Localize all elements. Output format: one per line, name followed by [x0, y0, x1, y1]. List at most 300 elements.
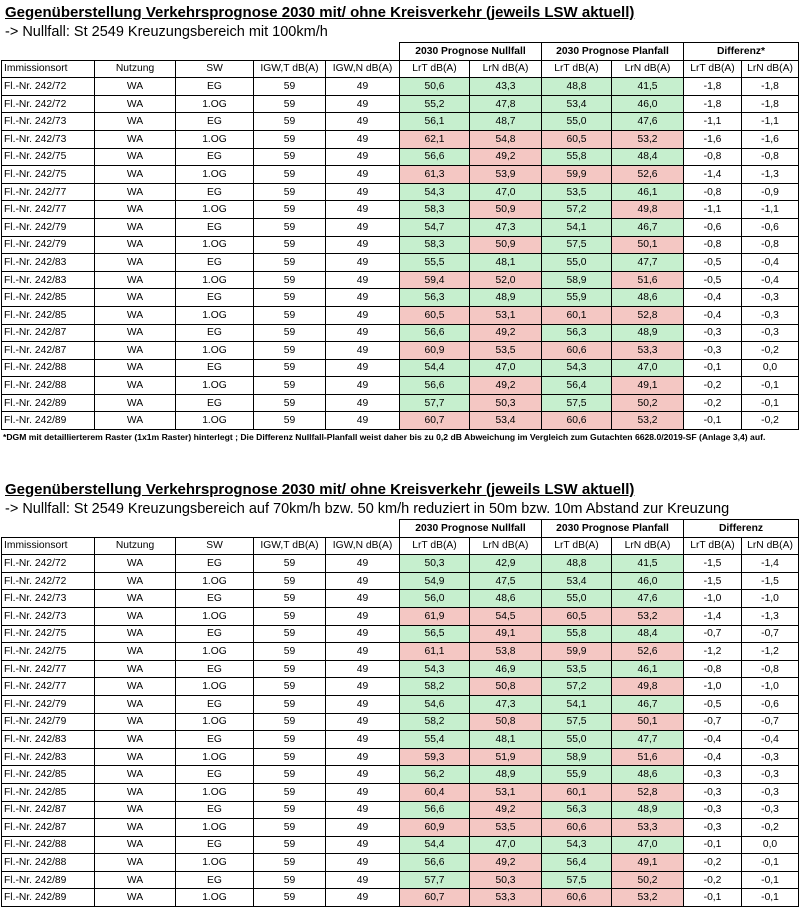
immissionsort-cell: Fl.-Nr. 242/72: [2, 78, 95, 96]
igw-t-cell: 59: [254, 254, 326, 272]
immissionsort-cell: Fl.-Nr. 242/85: [2, 766, 95, 784]
immissionsort-cell: Fl.-Nr. 242/88: [2, 836, 95, 854]
nullfall-lrt-cell: 60,5: [400, 306, 470, 324]
differenz-lrt-cell: -1,0: [684, 590, 742, 608]
igw-n-cell: 49: [326, 731, 400, 749]
sw-cell: 1.OG: [176, 748, 254, 766]
sw-cell: EG: [176, 801, 254, 819]
differenz-lrn-cell: -0,1: [742, 889, 799, 907]
nullfall-lrt-cell: 55,5: [400, 254, 470, 272]
table-row: [2, 819, 799, 837]
table-row: [2, 201, 799, 219]
nullfall-lrt-cell: 50,6: [400, 78, 470, 96]
nutzung-cell: WA: [95, 183, 176, 201]
sw-cell: EG: [176, 766, 254, 784]
table-row: [2, 342, 799, 360]
differenz-lrn-cell: -0,3: [742, 801, 799, 819]
planfall-lrn-cell: 48,6: [612, 766, 684, 784]
sw-cell: EG: [176, 731, 254, 749]
group-header-planfall: 2030 Prognose Planfall: [542, 43, 684, 61]
differenz-lrt-cell: -0,5: [684, 695, 742, 713]
igw-t-cell: 59: [254, 660, 326, 678]
immissionsort-cell: Fl.-Nr. 242/72: [2, 555, 95, 573]
planfall-lrt-cell: 53,5: [542, 183, 612, 201]
immissionsort-cell: Fl.-Nr. 242/72: [2, 572, 95, 590]
immissionsort-cell: Fl.-Nr. 242/73: [2, 607, 95, 625]
planfall-lrn-cell: 51,6: [612, 748, 684, 766]
column-header: IGW,N dB(A): [326, 537, 400, 555]
immissionsort-cell: Fl.-Nr. 242/73: [2, 113, 95, 131]
nullfall-lrt-cell: 56,3: [400, 289, 470, 307]
differenz-lrn-cell: -0,3: [742, 289, 799, 307]
footnote: *DGM mit detaillierterem Raster (1x1m Raster) hinterlegt ; Die Differenz Nullfall-Planfall weist daher bis zu 0,2 dB Abweichung im Vergleich zum Gutachten 6628.0/2019-SF (Anlage 3,4) auf.: [3, 432, 766, 443]
differenz-lrt-cell: -1,4: [684, 607, 742, 625]
differenz-lrt-cell: -1,8: [684, 95, 742, 113]
igw-n-cell: 49: [326, 607, 400, 625]
differenz-lrt-cell: -0,4: [684, 748, 742, 766]
igw-t-cell: 59: [254, 590, 326, 608]
igw-n-cell: 49: [326, 748, 400, 766]
nutzung-cell: WA: [95, 306, 176, 324]
differenz-lrn-cell: -1,3: [742, 607, 799, 625]
planfall-lrt-cell: 57,5: [542, 713, 612, 731]
differenz-lrt-cell: -0,3: [684, 819, 742, 837]
immissionsort-cell: Fl.-Nr. 242/79: [2, 713, 95, 731]
differenz-lrn-cell: -0,1: [742, 871, 799, 889]
igw-t-cell: 59: [254, 819, 326, 837]
differenz-lrn-cell: -0,1: [742, 377, 799, 395]
igw-n-cell: 49: [326, 836, 400, 854]
igw-t-cell: 59: [254, 95, 326, 113]
column-header: SW: [176, 537, 254, 555]
planfall-lrn-cell: 52,8: [612, 783, 684, 801]
differenz-lrn-cell: -1,1: [742, 201, 799, 219]
nullfall-lrn-cell: 53,5: [470, 819, 542, 837]
table-row: [2, 95, 799, 113]
sw-cell: 1.OG: [176, 607, 254, 625]
nullfall-lrn-cell: 49,2: [470, 854, 542, 872]
nutzung-cell: WA: [95, 166, 176, 184]
nullfall-lrn-cell: 50,9: [470, 201, 542, 219]
differenz-lrt-cell: -0,3: [684, 783, 742, 801]
differenz-lrt-cell: -1,1: [684, 201, 742, 219]
nutzung-cell: WA: [95, 783, 176, 801]
igw-n-cell: 49: [326, 130, 400, 148]
igw-n-cell: 49: [326, 254, 400, 272]
section-title: Gegenüberstellung Verkehrsprognose 2030 mit/ ohne Kreisverkehr (jeweils LSW aktuell): [5, 481, 635, 498]
group-header-row: [2, 520, 799, 538]
nullfall-lrn-cell: 54,8: [470, 130, 542, 148]
igw-n-cell: 49: [326, 306, 400, 324]
nullfall-lrt-cell: 56,6: [400, 801, 470, 819]
planfall-lrn-cell: 48,4: [612, 625, 684, 643]
igw-t-cell: 59: [254, 218, 326, 236]
nullfall-lrt-cell: 58,2: [400, 678, 470, 696]
sw-cell: EG: [176, 555, 254, 573]
nullfall-lrn-cell: 48,7: [470, 113, 542, 131]
nullfall-lrn-cell: 49,2: [470, 377, 542, 395]
igw-n-cell: 49: [326, 201, 400, 219]
nullfall-lrn-cell: 47,0: [470, 836, 542, 854]
immissionsort-cell: Fl.-Nr. 242/87: [2, 819, 95, 837]
igw-t-cell: 59: [254, 113, 326, 131]
planfall-lrn-cell: 48,9: [612, 324, 684, 342]
sw-cell: EG: [176, 836, 254, 854]
nullfall-lrn-cell: 47,3: [470, 695, 542, 713]
sw-cell: 1.OG: [176, 306, 254, 324]
immissionsort-cell: Fl.-Nr. 242/75: [2, 643, 95, 661]
nullfall-lrn-cell: 42,9: [470, 555, 542, 573]
differenz-lrt-cell: -0,5: [684, 271, 742, 289]
igw-n-cell: 49: [326, 113, 400, 131]
planfall-lrn-cell: 47,0: [612, 359, 684, 377]
table-row: [2, 607, 799, 625]
sw-cell: 1.OG: [176, 572, 254, 590]
igw-n-cell: 49: [326, 766, 400, 784]
nullfall-lrn-cell: 47,5: [470, 572, 542, 590]
differenz-lrn-cell: -1,1: [742, 113, 799, 131]
igw-n-cell: 49: [326, 783, 400, 801]
nullfall-lrn-cell: 50,9: [470, 236, 542, 254]
planfall-lrt-cell: 60,6: [542, 412, 612, 430]
nullfall-lrt-cell: 54,6: [400, 695, 470, 713]
differenz-lrn-cell: -0,4: [742, 271, 799, 289]
igw-t-cell: 59: [254, 201, 326, 219]
table-row: [2, 713, 799, 731]
immissionsort-cell: Fl.-Nr. 242/83: [2, 748, 95, 766]
immissionsort-cell: Fl.-Nr. 242/89: [2, 871, 95, 889]
planfall-lrt-cell: 60,6: [542, 889, 612, 907]
igw-n-cell: 49: [326, 95, 400, 113]
differenz-lrn-cell: -0,3: [742, 783, 799, 801]
table-row: [2, 236, 799, 254]
nutzung-cell: WA: [95, 819, 176, 837]
nutzung-cell: WA: [95, 394, 176, 412]
planfall-lrn-cell: 46,0: [612, 95, 684, 113]
nullfall-lrt-cell: 58,3: [400, 201, 470, 219]
column-header: LrN dB(A): [612, 537, 684, 555]
nullfall-lrt-cell: 56,6: [400, 324, 470, 342]
immissionsort-cell: Fl.-Nr. 242/75: [2, 166, 95, 184]
sw-cell: EG: [176, 660, 254, 678]
planfall-lrt-cell: 55,0: [542, 731, 612, 749]
nutzung-cell: WA: [95, 643, 176, 661]
planfall-lrt-cell: 53,4: [542, 572, 612, 590]
immissionsort-cell: Fl.-Nr. 242/75: [2, 148, 95, 166]
planfall-lrn-cell: 53,2: [612, 412, 684, 430]
differenz-lrt-cell: -0,8: [684, 148, 742, 166]
nutzung-cell: WA: [95, 871, 176, 889]
nullfall-lrt-cell: 60,4: [400, 783, 470, 801]
igw-n-cell: 49: [326, 394, 400, 412]
immissionsort-cell: Fl.-Nr. 242/89: [2, 889, 95, 907]
planfall-lrn-cell: 49,8: [612, 201, 684, 219]
planfall-lrt-cell: 55,8: [542, 625, 612, 643]
immissionsort-cell: Fl.-Nr. 242/87: [2, 801, 95, 819]
column-header-row: [2, 537, 799, 555]
igw-n-cell: 49: [326, 236, 400, 254]
nullfall-lrt-cell: 57,7: [400, 871, 470, 889]
table-row: [2, 148, 799, 166]
igw-t-cell: 59: [254, 183, 326, 201]
planfall-lrt-cell: 54,1: [542, 218, 612, 236]
igw-n-cell: 49: [326, 889, 400, 907]
table-row: [2, 783, 799, 801]
immissionsort-cell: Fl.-Nr. 242/72: [2, 95, 95, 113]
igw-t-cell: 59: [254, 871, 326, 889]
nutzung-cell: WA: [95, 412, 176, 430]
igw-t-cell: 59: [254, 766, 326, 784]
group-header-nullfall: 2030 Prognose Nullfall: [400, 43, 542, 61]
nullfall-lrn-cell: 47,3: [470, 218, 542, 236]
nutzung-cell: WA: [95, 801, 176, 819]
planfall-lrn-cell: 46,7: [612, 695, 684, 713]
planfall-lrt-cell: 54,3: [542, 836, 612, 854]
differenz-lrt-cell: -0,1: [684, 836, 742, 854]
planfall-lrt-cell: 56,4: [542, 854, 612, 872]
nullfall-lrn-cell: 53,9: [470, 166, 542, 184]
differenz-lrn-cell: -0,3: [742, 766, 799, 784]
table-row: [2, 731, 799, 749]
nullfall-lrt-cell: 61,3: [400, 166, 470, 184]
igw-n-cell: 49: [326, 412, 400, 430]
igw-t-cell: 59: [254, 713, 326, 731]
sw-cell: EG: [176, 183, 254, 201]
nutzung-cell: WA: [95, 377, 176, 395]
table-row: [2, 271, 799, 289]
nullfall-lrn-cell: 46,9: [470, 660, 542, 678]
sw-cell: EG: [176, 625, 254, 643]
planfall-lrn-cell: 53,3: [612, 819, 684, 837]
group-header-differenz: Differenz*: [684, 43, 799, 61]
differenz-lrn-cell: -1,8: [742, 95, 799, 113]
table-row: [2, 78, 799, 96]
nullfall-lrt-cell: 54,9: [400, 572, 470, 590]
table-row: [2, 254, 799, 272]
differenz-lrt-cell: -0,2: [684, 394, 742, 412]
sw-cell: EG: [176, 394, 254, 412]
nutzung-cell: WA: [95, 236, 176, 254]
immissionsort-cell: Fl.-Nr. 242/77: [2, 660, 95, 678]
differenz-lrt-cell: -0,1: [684, 359, 742, 377]
igw-n-cell: 49: [326, 625, 400, 643]
planfall-lrn-cell: 51,6: [612, 271, 684, 289]
sw-cell: EG: [176, 871, 254, 889]
igw-t-cell: 59: [254, 289, 326, 307]
igw-t-cell: 59: [254, 801, 326, 819]
table-row: [2, 306, 799, 324]
igw-n-cell: 49: [326, 713, 400, 731]
column-header: LrT dB(A): [684, 60, 742, 78]
immissionsort-cell: Fl.-Nr. 242/79: [2, 218, 95, 236]
planfall-lrn-cell: 52,6: [612, 166, 684, 184]
igw-n-cell: 49: [326, 555, 400, 573]
sw-cell: 1.OG: [176, 95, 254, 113]
table-row: [2, 555, 799, 573]
nullfall-lrn-cell: 53,5: [470, 342, 542, 360]
differenz-lrt-cell: -0,2: [684, 871, 742, 889]
igw-t-cell: 59: [254, 412, 326, 430]
differenz-lrn-cell: -1,0: [742, 590, 799, 608]
planfall-lrn-cell: 41,5: [612, 555, 684, 573]
differenz-lrn-cell: -1,8: [742, 78, 799, 96]
sw-cell: 1.OG: [176, 412, 254, 430]
planfall-lrn-cell: 48,9: [612, 801, 684, 819]
nullfall-lrt-cell: 61,9: [400, 607, 470, 625]
nullfall-lrn-cell: 52,0: [470, 271, 542, 289]
planfall-lrn-cell: 52,6: [612, 643, 684, 661]
nullfall-lrt-cell: 60,7: [400, 412, 470, 430]
section-subtitle: -> Nullfall: St 2549 Kreuzungsbereich mit 100km/h: [5, 24, 328, 40]
nullfall-lrt-cell: 54,7: [400, 218, 470, 236]
differenz-lrt-cell: -0,5: [684, 254, 742, 272]
immissionsort-cell: Fl.-Nr. 242/85: [2, 289, 95, 307]
immissionsort-cell: Fl.-Nr. 242/83: [2, 731, 95, 749]
differenz-lrn-cell: -0,2: [742, 819, 799, 837]
nullfall-lrn-cell: 49,2: [470, 148, 542, 166]
section-subtitle: -> Nullfall: St 2549 Kreuzungsbereich auf 70km/h bzw. 50 km/h reduziert in 50m bzw. 10m Abstand zur Kreuzung: [5, 501, 730, 517]
planfall-lrt-cell: 54,3: [542, 359, 612, 377]
table-row: [2, 412, 799, 430]
differenz-lrt-cell: -1,1: [684, 113, 742, 131]
igw-n-cell: 49: [326, 271, 400, 289]
nullfall-lrn-cell: 53,1: [470, 306, 542, 324]
igw-t-cell: 59: [254, 555, 326, 573]
column-header: LrT dB(A): [542, 60, 612, 78]
table-row: [2, 113, 799, 131]
differenz-lrn-cell: -0,2: [742, 412, 799, 430]
immissionsort-cell: Fl.-Nr. 242/75: [2, 625, 95, 643]
igw-n-cell: 49: [326, 359, 400, 377]
nutzung-cell: WA: [95, 555, 176, 573]
nullfall-lrt-cell: 60,9: [400, 819, 470, 837]
igw-t-cell: 59: [254, 625, 326, 643]
sw-cell: EG: [176, 148, 254, 166]
igw-t-cell: 59: [254, 731, 326, 749]
differenz-lrn-cell: -1,6: [742, 130, 799, 148]
differenz-lrt-cell: -1,4: [684, 166, 742, 184]
differenz-lrn-cell: -0,8: [742, 148, 799, 166]
nullfall-lrt-cell: 55,2: [400, 95, 470, 113]
nullfall-lrt-cell: 61,1: [400, 643, 470, 661]
differenz-lrn-cell: -0,7: [742, 625, 799, 643]
immissionsort-cell: Fl.-Nr. 242/88: [2, 359, 95, 377]
planfall-lrt-cell: 53,4: [542, 95, 612, 113]
planfall-lrn-cell: 48,4: [612, 148, 684, 166]
table-row: [2, 590, 799, 608]
differenz-lrn-cell: -0,6: [742, 218, 799, 236]
nutzung-cell: WA: [95, 289, 176, 307]
nutzung-cell: WA: [95, 607, 176, 625]
column-header: IGW,T dB(A): [254, 537, 326, 555]
section-title: Gegenüberstellung Verkehrsprognose 2030 mit/ ohne Kreisverkehr (jeweils LSW aktuell): [5, 4, 635, 21]
planfall-lrt-cell: 58,9: [542, 271, 612, 289]
nullfall-lrn-cell: 50,3: [470, 871, 542, 889]
planfall-lrn-cell: 47,0: [612, 836, 684, 854]
nutzung-cell: WA: [95, 660, 176, 678]
igw-t-cell: 59: [254, 607, 326, 625]
differenz-lrn-cell: -1,3: [742, 166, 799, 184]
nutzung-cell: WA: [95, 766, 176, 784]
nullfall-lrt-cell: 59,3: [400, 748, 470, 766]
nutzung-cell: WA: [95, 113, 176, 131]
planfall-lrn-cell: 49,1: [612, 377, 684, 395]
column-header-row: [2, 60, 799, 78]
planfall-lrn-cell: 46,7: [612, 218, 684, 236]
planfall-lrn-cell: 47,6: [612, 113, 684, 131]
nullfall-lrn-cell: 50,8: [470, 678, 542, 696]
igw-n-cell: 49: [326, 289, 400, 307]
differenz-lrt-cell: -0,8: [684, 183, 742, 201]
immissionsort-cell: Fl.-Nr. 242/87: [2, 324, 95, 342]
igw-t-cell: 59: [254, 377, 326, 395]
differenz-lrn-cell: -0,7: [742, 713, 799, 731]
differenz-lrn-cell: -0,6: [742, 695, 799, 713]
igw-n-cell: 49: [326, 854, 400, 872]
nutzung-cell: WA: [95, 95, 176, 113]
differenz-lrt-cell: -0,8: [684, 660, 742, 678]
immissionsort-cell: Fl.-Nr. 242/73: [2, 130, 95, 148]
igw-n-cell: 49: [326, 218, 400, 236]
nullfall-lrt-cell: 55,4: [400, 731, 470, 749]
immissionsort-cell: Fl.-Nr. 242/89: [2, 412, 95, 430]
table-row: [2, 660, 799, 678]
column-header: LrN dB(A): [742, 537, 799, 555]
column-header: Immissionsort: [2, 60, 95, 78]
nullfall-lrt-cell: 54,3: [400, 660, 470, 678]
data-table-2: [1, 519, 799, 907]
immissionsort-cell: Fl.-Nr. 242/79: [2, 695, 95, 713]
planfall-lrt-cell: 59,9: [542, 643, 612, 661]
nullfall-lrt-cell: 56,0: [400, 590, 470, 608]
planfall-lrt-cell: 57,5: [542, 236, 612, 254]
column-header: SW: [176, 60, 254, 78]
sw-cell: 1.OG: [176, 130, 254, 148]
nutzung-cell: WA: [95, 130, 176, 148]
differenz-lrt-cell: -0,3: [684, 801, 742, 819]
nutzung-cell: WA: [95, 590, 176, 608]
igw-t-cell: 59: [254, 572, 326, 590]
igw-n-cell: 49: [326, 678, 400, 696]
differenz-lrn-cell: -1,4: [742, 555, 799, 573]
nullfall-lrn-cell: 43,3: [470, 78, 542, 96]
table-row: [2, 183, 799, 201]
sw-cell: 1.OG: [176, 678, 254, 696]
planfall-lrn-cell: 50,1: [612, 713, 684, 731]
planfall-lrt-cell: 60,5: [542, 130, 612, 148]
igw-t-cell: 59: [254, 324, 326, 342]
immissionsort-cell: Fl.-Nr. 242/88: [2, 854, 95, 872]
planfall-lrn-cell: 49,8: [612, 678, 684, 696]
nutzung-cell: WA: [95, 342, 176, 360]
igw-t-cell: 59: [254, 748, 326, 766]
differenz-lrt-cell: -0,1: [684, 889, 742, 907]
nullfall-lrt-cell: 54,4: [400, 359, 470, 377]
sw-cell: 1.OG: [176, 713, 254, 731]
table-row: [2, 289, 799, 307]
differenz-lrn-cell: -0,1: [742, 854, 799, 872]
planfall-lrt-cell: 56,4: [542, 377, 612, 395]
differenz-lrn-cell: -1,2: [742, 643, 799, 661]
igw-n-cell: 49: [326, 801, 400, 819]
nutzung-cell: WA: [95, 218, 176, 236]
immissionsort-cell: Fl.-Nr. 242/83: [2, 271, 95, 289]
planfall-lrn-cell: 46,1: [612, 660, 684, 678]
group-header-planfall: 2030 Prognose Planfall: [542, 520, 684, 538]
planfall-lrt-cell: 57,2: [542, 678, 612, 696]
column-header: IGW,T dB(A): [254, 60, 326, 78]
column-header: LrT dB(A): [684, 537, 742, 555]
